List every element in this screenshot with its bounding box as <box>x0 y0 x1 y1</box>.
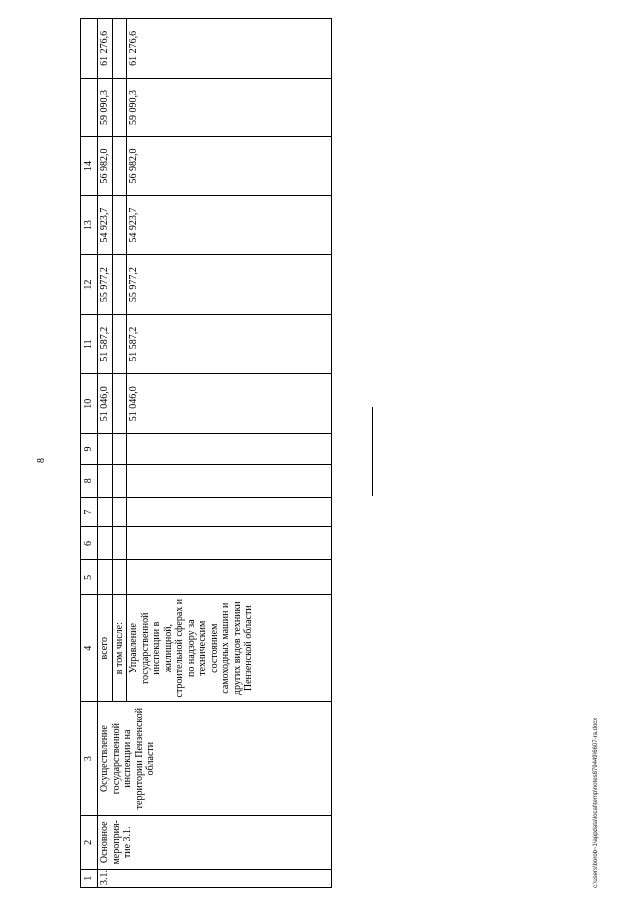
col-header: 5 <box>81 560 98 595</box>
cell-value: 54 923,7 <box>98 195 113 255</box>
cell-value: 56 982,0 <box>127 137 332 196</box>
row-number: 3.1. <box>98 869 332 887</box>
footer-file-path: c:\users\borob~1\appdata\local\temp\notes879449\6607-ra.docx <box>593 717 599 888</box>
cell-value: 59 090,3 <box>98 78 113 137</box>
cell-value: 56 982,0 <box>98 137 113 196</box>
table-row-total <box>98 19 113 888</box>
cell-value: 61 276,6 <box>98 19 113 79</box>
header-row <box>81 19 98 888</box>
cell-value: 51 587,2 <box>127 314 332 374</box>
col-header: 4 <box>81 595 98 702</box>
separator-line <box>372 407 373 496</box>
col-header: 11 <box>81 314 98 374</box>
col-header: 2 <box>81 816 98 869</box>
cell-value: 51 587,2 <box>98 314 113 374</box>
event-name: Осуществление государственной инспекции на территории Пензенской области <box>98 702 332 816</box>
col-header <box>81 78 98 137</box>
col-header: 13 <box>81 195 98 255</box>
page-number: 8 <box>36 458 47 463</box>
cell-value: 55 977,2 <box>127 255 332 315</box>
row-label: Управление государственной инспекции в жилищной, строительной сферах и по надзору за техническим состоянием самоходных машин и других видов техники Пензенской области <box>127 595 332 702</box>
col-header: 12 <box>81 255 98 315</box>
row-label: всего <box>98 595 113 702</box>
col-header: 3 <box>81 702 98 816</box>
budget-table-rotated <box>80 18 332 888</box>
col-header <box>81 19 98 79</box>
cell-value: 54 923,7 <box>127 195 332 255</box>
col-header: 7 <box>81 497 98 527</box>
cell-value: 59 090,3 <box>127 78 332 137</box>
cell-value: 61 276,6 <box>127 19 332 79</box>
cell-value: 55 977,2 <box>98 255 113 315</box>
budget-table <box>80 18 332 888</box>
col-header: 8 <box>81 464 98 497</box>
cell-value: 51 046,0 <box>127 374 332 434</box>
cell-value: 51 046,0 <box>98 374 113 434</box>
event-type: Основное мероприя-тие 3.1. <box>98 816 332 869</box>
col-header: 6 <box>81 527 98 560</box>
col-header: 1 <box>81 869 98 887</box>
col-header: 10 <box>81 374 98 434</box>
col-header: 9 <box>81 434 98 465</box>
row-label: в том числе: <box>112 595 127 702</box>
col-header: 14 <box>81 137 98 196</box>
